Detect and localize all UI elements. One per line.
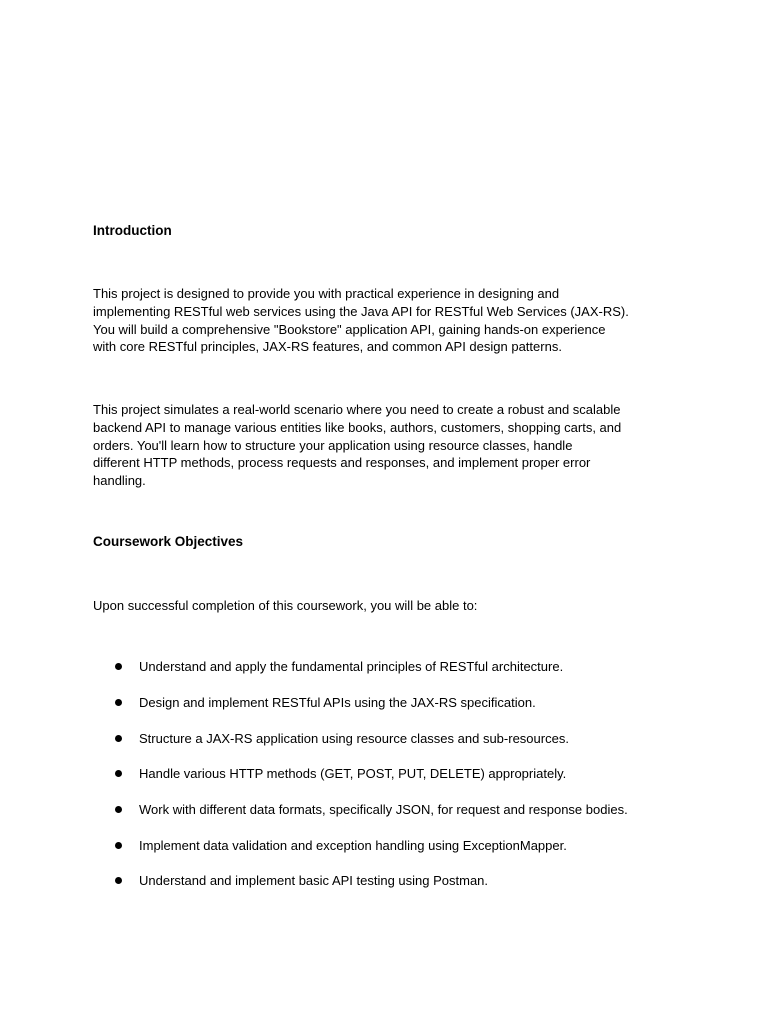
objective-text: Understand and implement basic API testing using Postman. — [139, 873, 489, 888]
intro-paragraph-2-line: This project simulates a real-world scenario where you need to create a robust and scalable — [93, 402, 621, 417]
intro-paragraph-2-line: handling. — [93, 473, 146, 489]
objective-text: Handle various HTTP methods (GET, POST, PUT, DELETE) appropriately. — [139, 766, 567, 781]
objective-text: Design and implement RESTful APIs using the JAX-RS specification. — [139, 695, 536, 710]
objective-text: Structure a JAX-RS application using resource classes and sub-resources. — [139, 731, 569, 746]
intro-paragraph-1 — [93, 285, 683, 356]
bullet-dot-icon — [115, 735, 122, 742]
intro-paragraph-2-line: orders. You'll learn how to structure your application using resource classes, handle — [93, 437, 573, 453]
bullet-dot-icon — [115, 806, 122, 813]
intro-paragraph-1-line: This project is designed to provide you with practical experience in designing and — [93, 286, 560, 301]
intro-paragraph-1-line: You will build a comprehensive "Bookstore" application API, gaining hands-on experience — [93, 321, 606, 337]
intro-paragraph-2 — [93, 401, 683, 490]
introduction-heading: Introduction — [93, 223, 172, 238]
objectives-intro-text: Upon successful completion of this coursework, you will be able to: — [93, 598, 478, 613]
bullet-dot-icon — [115, 699, 122, 706]
intro-paragraph-1-line: with core RESTful principles, JAX-RS features, and common API design patterns. — [93, 339, 562, 355]
bullet-dot-icon — [115, 663, 122, 670]
bullet-dot-icon — [115, 877, 122, 884]
intro-paragraph-2-line: different HTTP methods, process requests and responses, and implement proper error — [93, 455, 591, 471]
intro-paragraph-2-line: backend API to manage various entities like books, authors, customers, shopping carts, and — [93, 419, 622, 435]
coursework-objectives-heading: Coursework Objectives — [93, 534, 244, 549]
objective-text: Work with different data formats, specifically JSON, for request and response bodies. — [139, 802, 628, 817]
objective-text: Implement data validation and exception handling using ExceptionMapper. — [139, 838, 567, 853]
objective-text: Understand and apply the fundamental principles of RESTful architecture. — [139, 659, 564, 674]
bullet-dot-icon — [115, 770, 122, 777]
bullet-dot-icon — [115, 842, 122, 849]
intro-paragraph-1-line: implementing RESTful web services using the Java API for RESTful Web Services (JAX-RS). — [93, 303, 629, 319]
